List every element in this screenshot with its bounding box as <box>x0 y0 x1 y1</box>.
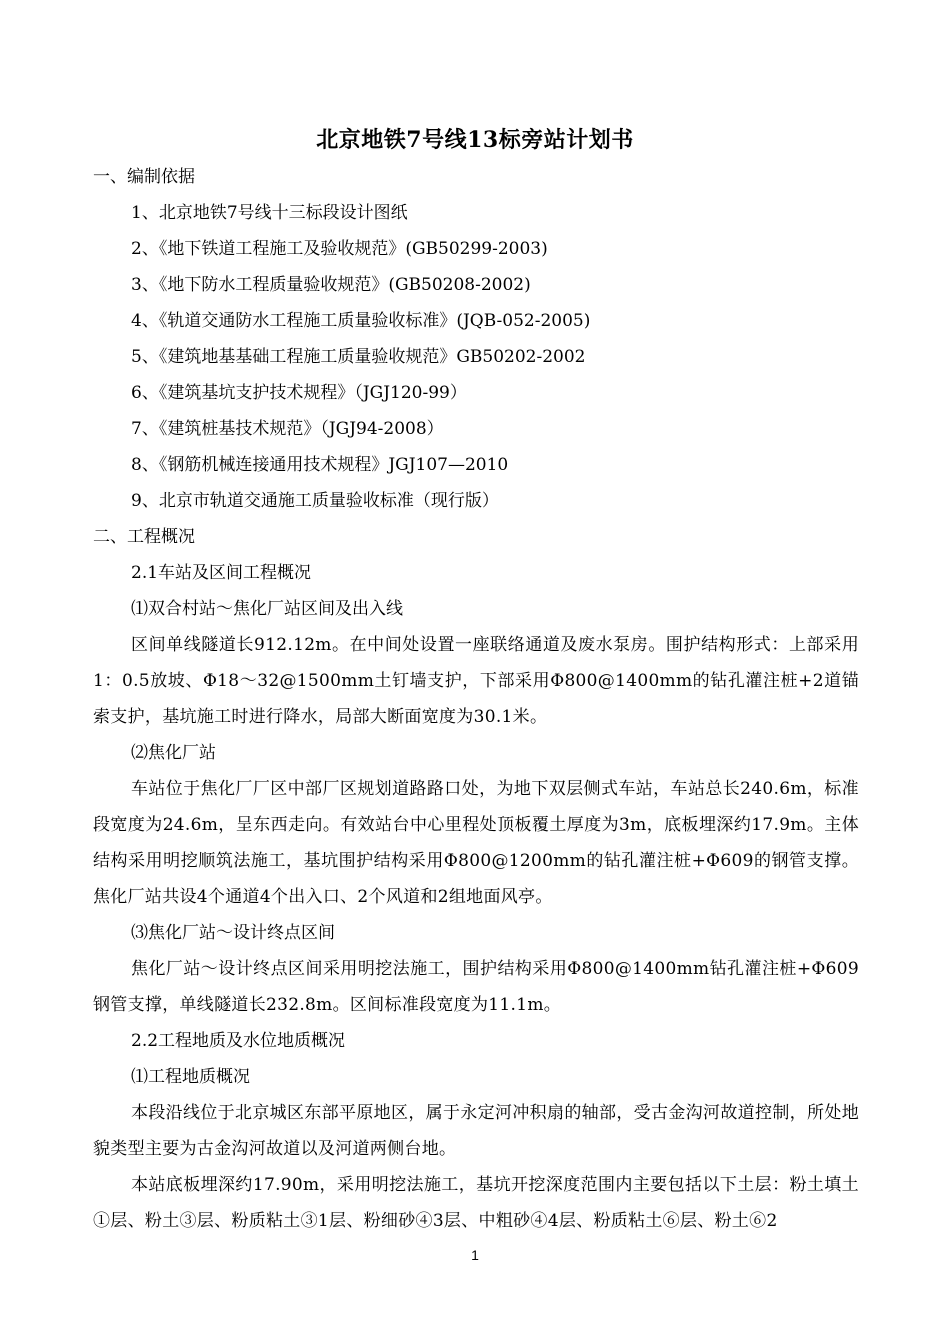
basis-item-5: 5、《建筑地基基础工程施工质量验收规范》GB50202-2002 <box>131 347 586 367</box>
paragraph-terminal-interval: 焦化厂站～设计终点区间采用明挖法施工，围护结构采用Φ800@1400mm钻孔灌注桩+Φ609钢管支撑，单线隧道长232.8m。区间标准段宽度为11.1m。 <box>93 959 859 1015</box>
basis-item-2: 2、《地下铁道工程施工及验收规范》(GB50299-2003) <box>131 239 548 259</box>
subsection-2-1-1: ⑴双合村站～焦化厂站区间及出入线 <box>131 599 403 619</box>
paragraph-soil-layers: 本站底板埋深约17.90m，采用明挖法施工，基坑开挖深度范围内主要包括以下土层：粉土填土①层、粉土③层、粉质粘土③1层、粉细砂④3层、中粗砂④4层、粉质粘土⑥层、粉土⑥2 <box>93 1175 859 1231</box>
basis-item-9: 9、北京市轨道交通施工质量验收标准（现行版） <box>131 491 499 511</box>
subsection-2-2: 2.2工程地质及水位地质概况 <box>131 1031 346 1051</box>
subsection-2-2-1: ⑴工程地质概况 <box>131 1067 250 1087</box>
subsection-2-1: 2.1车站及区间工程概况 <box>131 563 312 583</box>
paragraph-interval: 区间单线隧道长912.12m。在中间处设置一座联络通道及废水泵房。围护结构形式：上部采用1：0.5放坡、Φ18～32@1500mm土钉墙支护，下部采用Φ800@1400mm的钻孔灌注桩+2道锚索支护，基坑施工时进行降水，局部大断面宽度为30.1米。 <box>93 635 859 727</box>
page-number: 1 <box>471 1247 479 1263</box>
paragraph-station: 车站位于焦化厂厂区中部厂区规划道路路口处，为地下双层侧式车站，车站总长240.6m，标准段宽度为24.6m，呈东西走向。有效站台中心里程处顶板覆土厚度为3m，底板埋深约17.9m。主体结构采用明挖顺筑法施工，基坑围护结构采用Φ800@1200mm的钻孔灌注桩+Φ609的钢管支撑。焦化厂站共设4个通道4个出入口、2个风道和2组地面风亭。 <box>93 779 859 907</box>
subsection-2-1-2: ⑵焦化厂站 <box>131 743 216 763</box>
basis-item-4: 4、《轨道交通防水工程施工质量验收标准》(JQB-052-2005) <box>131 311 591 331</box>
basis-item-1: 1、北京地铁7号线十三标段设计图纸 <box>131 203 408 223</box>
section-heading-overview: 二、工程概况 <box>93 527 195 547</box>
document-title: 北京地铁7号线13标旁站计划书 <box>316 127 634 153</box>
basis-item-6: 6、《建筑基坑支护技术规程》（JGJ120-99） <box>131 383 467 403</box>
basis-item-7: 7、《建筑桩基技术规范》（JGJ94-2008） <box>131 419 444 439</box>
subsection-2-1-3: ⑶焦化厂站～设计终点区间 <box>131 923 335 943</box>
paragraph-geology: 本段沿线位于北京城区东部平原地区，属于永定河冲积扇的轴部，受古金沟河故道控制，所处地貌类型主要为古金沟河故道以及河道两侧台地。 <box>93 1103 859 1159</box>
basis-item-3: 3、《地下防水工程质量验收规范》(GB50208-2002) <box>131 275 531 295</box>
section-heading-basis: 一、编制依据 <box>93 167 195 187</box>
basis-item-8: 8、《钢筋机械连接通用技术规程》JGJ107—2010 <box>131 455 509 475</box>
